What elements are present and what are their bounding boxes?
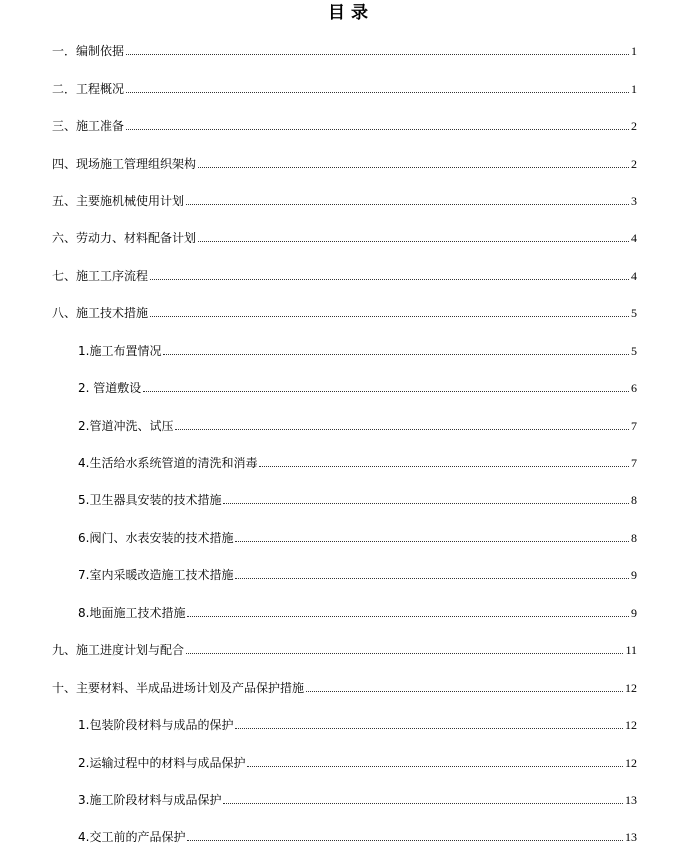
toc-leader <box>223 802 623 804</box>
toc-entry-label: 2. 管道敷设 <box>78 381 142 395</box>
toc-leader <box>126 91 629 93</box>
toc-entry-page: 5 <box>631 344 637 358</box>
toc-entry[interactable] <box>78 529 637 545</box>
toc-entry-label: 1.施工布置情况 <box>78 344 162 358</box>
toc-entry-page: 1 <box>631 82 637 96</box>
toc-entry-page: 12 <box>625 718 637 732</box>
toc-entry-label: 四、现场施工管理组织架构 <box>52 157 197 171</box>
toc-entry-page: 13 <box>625 793 637 807</box>
toc-entry-page: 5 <box>631 306 637 320</box>
toc-entry-label: 十、主要材料、半成品进场计划及产品保护措施 <box>52 681 305 695</box>
toc-entry-label: 7.室内采暖改造施工技术措施 <box>78 568 234 582</box>
toc-leader <box>186 652 623 654</box>
toc-entry-page: 4 <box>631 231 637 245</box>
toc-entry-page: 4 <box>631 269 637 283</box>
toc-leader <box>186 203 629 205</box>
toc-entry-label: 六、劳动力、材料配备计划 <box>52 231 197 245</box>
toc-entry-label: 九、施工进度计划与配合 <box>52 643 185 657</box>
toc-entry[interactable] <box>78 454 637 470</box>
toc-entry-page: 6 <box>631 381 637 395</box>
toc-entry-label: 6.阀门、水表安装的技术措施 <box>78 531 234 545</box>
toc-entry-page: 8 <box>631 493 637 507</box>
toc-entry[interactable] <box>52 304 637 320</box>
toc-entry[interactable] <box>52 641 637 657</box>
toc-leader <box>198 240 629 242</box>
toc-entry[interactable] <box>78 566 637 582</box>
toc-entry[interactable] <box>52 679 637 695</box>
toc-entry-page: 8 <box>631 531 637 545</box>
toc-entry-label: 8.地面施工技术措施 <box>78 606 186 620</box>
toc-entry[interactable] <box>52 117 637 133</box>
toc-entry-page: 11 <box>625 643 637 657</box>
toc-leader <box>198 166 629 168</box>
toc-entry[interactable] <box>78 379 637 395</box>
toc-entry-page: 1 <box>631 44 637 58</box>
toc-entry-label: 4.生活给水系统管道的清洗和消毒 <box>78 456 258 470</box>
toc-leader <box>163 353 629 355</box>
toc-entry[interactable] <box>78 716 637 732</box>
toc-entry-page: 7 <box>631 456 637 470</box>
toc-entry-label: 三、施工准备 <box>52 119 125 133</box>
toc-entry-page: 2 <box>631 119 637 133</box>
toc-leader <box>143 390 629 392</box>
toc-entry[interactable] <box>78 491 637 507</box>
toc-entry-label: 2.管道冲洗、试压 <box>78 419 174 433</box>
toc-leader <box>223 502 629 504</box>
toc-entry-label: 1.包装阶段材料与成品的保护 <box>78 718 234 732</box>
toc-leader <box>235 577 629 579</box>
page-title: 目 录 <box>328 3 368 23</box>
toc-entry-label: 二．工程概况 <box>52 82 125 96</box>
toc-leader <box>187 839 623 841</box>
toc-leader <box>150 315 629 317</box>
toc-entry[interactable] <box>52 267 637 283</box>
toc-entry-page: 2 <box>631 157 637 171</box>
toc-leader <box>259 465 629 467</box>
toc-leader <box>175 428 629 430</box>
toc-entry[interactable] <box>78 791 637 807</box>
toc-entry-page: 12 <box>625 756 637 770</box>
toc-entry-label: 一．编制依据 <box>52 44 125 58</box>
toc-entry-label: 2.运输过程中的材料与成品保护 <box>78 756 246 770</box>
toc-leader <box>235 540 629 542</box>
toc-entry[interactable] <box>78 754 637 770</box>
toc-entry-page: 12 <box>625 681 637 695</box>
toc-entry-page: 9 <box>631 606 637 620</box>
toc-entry[interactable] <box>78 342 637 358</box>
toc-entry-label: 五、主要施机械使用计划 <box>52 194 185 208</box>
toc-entry[interactable] <box>52 229 637 245</box>
toc-leader <box>306 690 623 692</box>
toc-leader <box>126 128 629 130</box>
toc-entry[interactable] <box>52 42 637 58</box>
toc-entry-page: 3 <box>631 194 637 208</box>
toc-entry-page: 7 <box>631 419 637 433</box>
toc-entry-label: 4.交工前的产品保护 <box>78 830 186 844</box>
toc-entry[interactable] <box>52 80 637 96</box>
toc-leader <box>247 765 623 767</box>
toc-leader <box>150 278 629 280</box>
toc-entry[interactable] <box>78 604 637 620</box>
toc-entry-label: 5.卫生器具安装的技术措施 <box>78 493 222 507</box>
toc-leader <box>235 727 623 729</box>
toc-entry-label: 七、施工工序流程 <box>52 269 149 283</box>
toc-leader <box>126 53 629 55</box>
toc-entry-page: 13 <box>625 830 637 844</box>
toc-leader <box>187 615 629 617</box>
toc-entry-label: 3.施工阶段材料与成品保护 <box>78 793 222 807</box>
toc-entry-page: 9 <box>631 568 637 582</box>
toc-entry[interactable] <box>52 155 637 171</box>
toc-entry[interactable] <box>52 192 637 208</box>
toc-entry[interactable] <box>78 828 637 844</box>
toc-entry-label: 八、施工技术措施 <box>52 306 149 320</box>
toc-entry[interactable] <box>78 417 637 433</box>
